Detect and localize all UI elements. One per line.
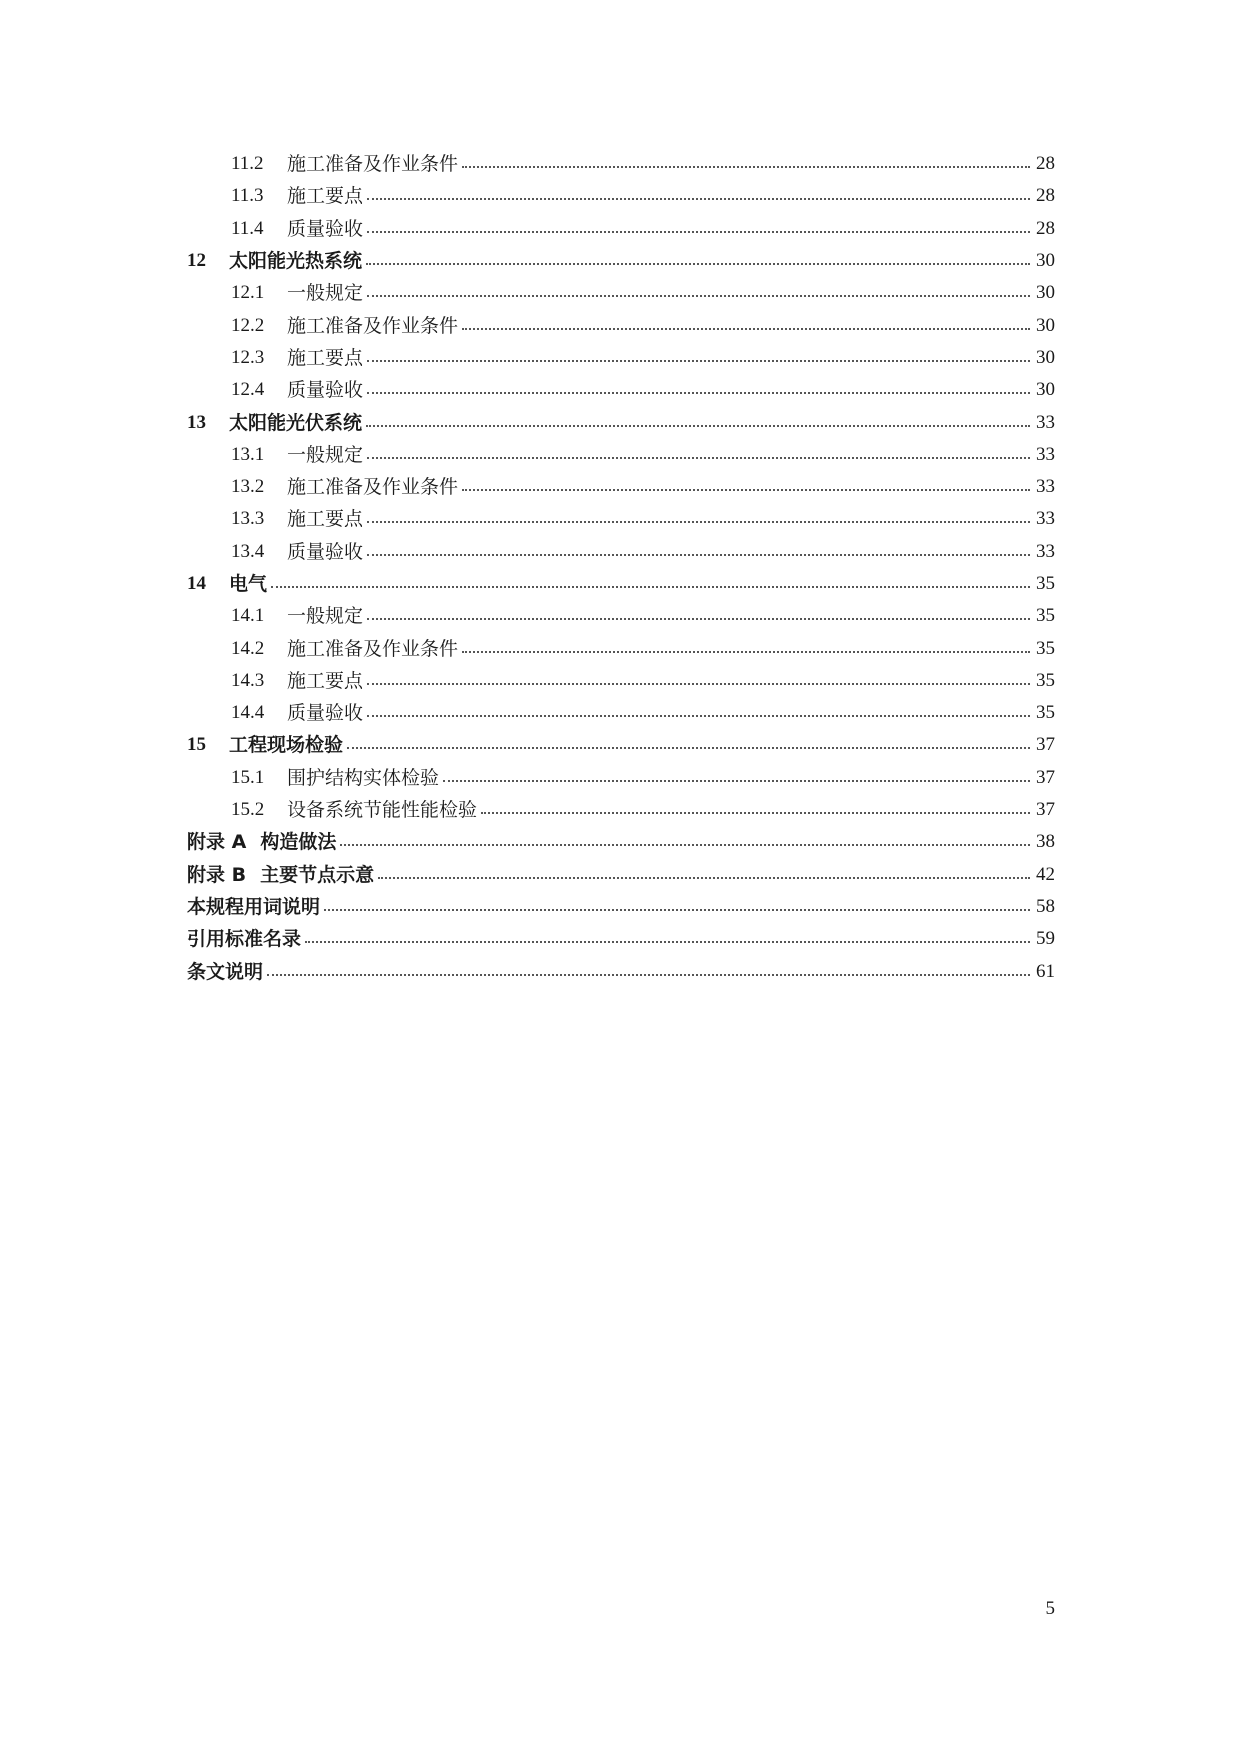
toc-entry-title: 条文说明 bbox=[187, 960, 264, 983]
toc-entry-number: 11.2 bbox=[231, 153, 264, 175]
dot-leader bbox=[367, 554, 1030, 556]
dot-leader bbox=[367, 392, 1030, 394]
toc-entry-title: 太阳能光热系统 bbox=[229, 250, 363, 273]
toc-entry-title: 质量验收 bbox=[287, 540, 364, 563]
toc-entry-number: 14.2 bbox=[231, 637, 265, 659]
toc-entry[interactable] bbox=[187, 536, 1055, 568]
dot-leader bbox=[367, 618, 1030, 620]
toc-entry-number: 14 bbox=[187, 573, 206, 594]
toc-entry[interactable] bbox=[187, 762, 1055, 794]
toc-entry-title: 质量验收 bbox=[287, 217, 364, 240]
toc-entry-number: 13.3 bbox=[231, 508, 265, 530]
toc-entry-title: 施工准备及作业条件 bbox=[287, 314, 459, 337]
toc-entry[interactable] bbox=[187, 923, 1055, 955]
dot-leader bbox=[324, 909, 1030, 911]
toc-entry-page: 42 bbox=[1036, 863, 1055, 885]
toc-entry-title: 工程现场检验 bbox=[229, 734, 344, 757]
toc-entry-title: 引用标准名录 bbox=[187, 928, 302, 951]
dot-leader bbox=[366, 425, 1030, 427]
toc-entry-title: 太阳能光伏系统 bbox=[229, 411, 363, 434]
toc-entry[interactable] bbox=[187, 309, 1055, 341]
table-of-contents bbox=[187, 148, 1055, 988]
toc-entry[interactable] bbox=[187, 826, 1055, 858]
toc-entry-title: 围护结构实体检验 bbox=[287, 766, 440, 789]
toc-entry-page: 38 bbox=[1036, 831, 1055, 853]
toc-entry-page: 30 bbox=[1036, 379, 1055, 401]
dot-leader bbox=[481, 812, 1030, 814]
toc-entry-title: 电气 bbox=[229, 573, 268, 595]
dot-leader bbox=[366, 263, 1030, 265]
toc-entry[interactable] bbox=[187, 342, 1055, 374]
toc-entry[interactable] bbox=[187, 955, 1055, 987]
toc-entry-page: 37 bbox=[1036, 766, 1055, 788]
toc-entry[interactable] bbox=[187, 213, 1055, 245]
toc-entry-page: 35 bbox=[1036, 573, 1055, 594]
toc-entry-number: 15.2 bbox=[231, 799, 265, 821]
toc-entry[interactable] bbox=[187, 439, 1055, 471]
dot-leader bbox=[367, 715, 1030, 717]
toc-entry[interactable] bbox=[187, 665, 1055, 697]
dot-leader bbox=[267, 974, 1030, 976]
toc-entry-number: 12.3 bbox=[231, 346, 265, 368]
toc-entry-page: 28 bbox=[1036, 153, 1055, 175]
toc-entry-number: 13 bbox=[187, 411, 206, 433]
dot-leader bbox=[462, 651, 1030, 653]
dot-leader bbox=[462, 166, 1030, 168]
toc-entry-page: 33 bbox=[1036, 476, 1055, 498]
toc-entry-page: 59 bbox=[1036, 928, 1055, 950]
toc-entry[interactable] bbox=[187, 148, 1055, 180]
toc-entry-number: 11.4 bbox=[231, 217, 264, 239]
dot-leader bbox=[347, 747, 1030, 749]
toc-entry-number: 11.3 bbox=[231, 185, 264, 207]
toc-entry-page: 33 bbox=[1036, 443, 1055, 465]
toc-entry-page: 28 bbox=[1036, 185, 1055, 207]
toc-entry-page: 28 bbox=[1036, 217, 1055, 239]
toc-entry[interactable] bbox=[187, 697, 1055, 729]
toc-entry-number: 12.2 bbox=[231, 314, 265, 336]
toc-entry[interactable] bbox=[187, 180, 1055, 212]
toc-entry-page: 33 bbox=[1036, 411, 1055, 433]
dot-leader bbox=[367, 198, 1030, 200]
dot-leader bbox=[305, 941, 1030, 943]
toc-entry-title: 一般规定 bbox=[287, 282, 364, 305]
toc-entry-page: 37 bbox=[1036, 734, 1055, 756]
toc-entry[interactable] bbox=[187, 471, 1055, 503]
toc-entry[interactable] bbox=[187, 277, 1055, 309]
toc-entry-page: 35 bbox=[1036, 702, 1055, 724]
page-number: 5 bbox=[1045, 1598, 1055, 1619]
toc-entry-title: 本规程用词说明 bbox=[187, 895, 321, 918]
toc-entry-title: 一般规定 bbox=[287, 605, 364, 628]
toc-entry-page: 30 bbox=[1036, 282, 1055, 304]
dot-leader bbox=[367, 457, 1030, 459]
toc-entry[interactable] bbox=[187, 859, 1055, 891]
toc-entry[interactable] bbox=[187, 794, 1055, 826]
toc-entry-page: 37 bbox=[1036, 799, 1055, 821]
dot-leader bbox=[271, 586, 1030, 588]
toc-entry-title: 施工要点 bbox=[287, 508, 364, 531]
toc-entry-number: 12.1 bbox=[231, 282, 265, 304]
toc-entry-title: 设备系统节能性能检验 bbox=[287, 799, 478, 822]
toc-entry-page: 61 bbox=[1036, 960, 1055, 982]
dot-leader bbox=[367, 231, 1030, 233]
dot-leader bbox=[462, 328, 1030, 330]
toc-entry-title: 质量验收 bbox=[287, 379, 364, 402]
toc-entry-number: 15.1 bbox=[231, 766, 265, 788]
toc-entry-title: 一般规定 bbox=[287, 443, 364, 466]
toc-entry-title: 质量验收 bbox=[287, 702, 364, 725]
dot-leader bbox=[462, 489, 1030, 491]
toc-entry-number: 附录 B bbox=[187, 863, 247, 886]
toc-entry-page: 58 bbox=[1036, 895, 1055, 917]
toc-entry-number: 14.4 bbox=[231, 702, 265, 724]
toc-entry-title: 施工要点 bbox=[287, 185, 364, 208]
toc-entry-number: 15 bbox=[187, 734, 206, 756]
toc-entry-title: 施工要点 bbox=[287, 346, 364, 369]
dot-leader bbox=[367, 360, 1030, 362]
toc-entry-number: 14.3 bbox=[231, 669, 265, 691]
toc-entry-page: 30 bbox=[1036, 346, 1055, 368]
toc-entry[interactable] bbox=[187, 600, 1055, 632]
toc-entry[interactable] bbox=[187, 632, 1055, 664]
dot-leader bbox=[367, 521, 1030, 523]
toc-entry-title: 构造做法 bbox=[260, 831, 337, 854]
toc-entry-number: 12 bbox=[187, 250, 206, 272]
toc-entry[interactable] bbox=[187, 503, 1055, 535]
toc-entry-page: 33 bbox=[1036, 508, 1055, 530]
dot-leader bbox=[378, 877, 1030, 879]
toc-entry-page: 30 bbox=[1036, 314, 1055, 336]
dot-leader bbox=[367, 683, 1030, 685]
toc-entry-title: 施工准备及作业条件 bbox=[287, 153, 459, 176]
toc-entry-page: 30 bbox=[1036, 250, 1055, 272]
toc-entry-title: 主要节点示意 bbox=[260, 863, 375, 886]
toc-entry-page: 33 bbox=[1036, 540, 1055, 562]
toc-entry-title: 施工准备及作业条件 bbox=[287, 476, 459, 499]
toc-entry[interactable] bbox=[187, 729, 1055, 761]
toc-entry-title: 施工准备及作业条件 bbox=[287, 637, 459, 660]
toc-entry-number: 13.1 bbox=[231, 443, 265, 465]
toc-entry-page: 35 bbox=[1036, 637, 1055, 659]
toc-entry[interactable] bbox=[187, 374, 1055, 406]
toc-entry[interactable] bbox=[187, 245, 1055, 277]
toc-entry-title: 施工要点 bbox=[287, 669, 364, 692]
toc-entry-number: 12.4 bbox=[231, 379, 265, 401]
toc-entry[interactable] bbox=[187, 568, 1055, 600]
toc-entry-number: 附录 A bbox=[187, 831, 247, 854]
dot-leader bbox=[367, 295, 1030, 297]
toc-entry-page: 35 bbox=[1036, 669, 1055, 691]
toc-entry-number: 13.2 bbox=[231, 476, 265, 498]
toc-entry-number: 14.1 bbox=[231, 605, 265, 627]
dot-leader bbox=[340, 844, 1030, 846]
toc-entry-page: 35 bbox=[1036, 605, 1055, 627]
toc-entry[interactable] bbox=[187, 891, 1055, 923]
toc-entry-number: 13.4 bbox=[231, 540, 265, 562]
toc-entry[interactable] bbox=[187, 406, 1055, 438]
dot-leader bbox=[443, 780, 1030, 782]
